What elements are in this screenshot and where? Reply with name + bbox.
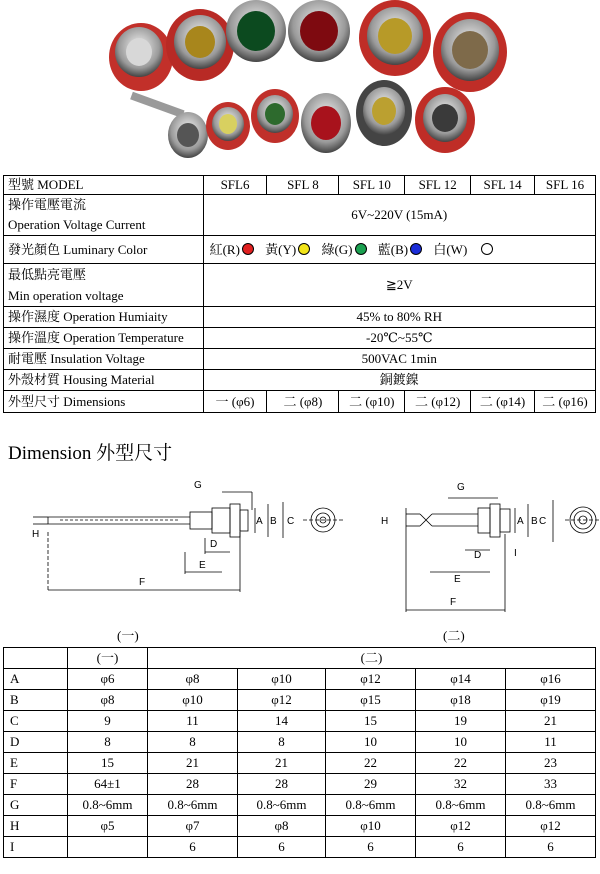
row-key: D [4,732,68,753]
dimension-value-cell: φ6 [68,669,148,690]
dimension-value-cell: 8 [68,732,148,753]
dimension-cell: 二 (φ8) [267,391,339,413]
figure-2-caption: (二) [443,628,465,643]
label-a: A [517,516,524,527]
blue-dot-icon [410,243,422,255]
dimension-value-cell: 15 [68,753,148,774]
voltage-value: 6V~220V (15mA) [203,195,595,236]
dimension-value-cell: 0.8~6mm [68,795,148,816]
color-green-label: 綠(G) [321,241,353,257]
model-sfl8: SFL 8 [267,176,339,195]
row-key: I [4,837,68,858]
model-sfl12: SFL 12 [405,176,471,195]
green-dot-icon [355,243,367,255]
label-b: B [531,516,538,527]
label-h: H [32,529,40,540]
table-row [4,732,596,753]
dimension-cell: 二 (φ14) [471,391,535,413]
dimension-value-cell: 10 [416,732,506,753]
dimension-drawing [0,472,600,644]
dimension-value-cell: 19 [416,711,506,732]
dimension-value-cell: φ12 [326,669,416,690]
label-g: G [194,480,202,491]
label-c: C [539,516,547,527]
dimension-value-cell: 64±1 [68,774,148,795]
row-key: B [4,690,68,711]
label-f: F [450,597,457,608]
dimension-value-cell: φ10 [148,690,238,711]
color-blue-label: 藍(B) [377,241,409,257]
table-row [4,795,596,816]
dimension-value-cell: 29 [326,774,416,795]
red-dot-icon [242,243,254,255]
row-key: E [4,753,68,774]
dimension-value-cell: 8 [238,732,326,753]
table-row [4,370,596,391]
table-row [4,711,596,732]
temp-label: 操作溫度 Operation Temperature [4,328,204,349]
row-key: G [4,795,68,816]
model-sfl14: SFL 14 [471,176,535,195]
dimension-value-cell: 6 [148,837,238,858]
dimension-value-cell: φ12 [506,816,596,837]
label-b: B [270,516,277,527]
dimension-value-cell: 6 [416,837,506,858]
housing-value: 銅鍍鎳 [203,370,595,391]
table-row [4,176,596,195]
dimension-value-cell: φ14 [416,669,506,690]
insulation-label: 耐電壓 Insulation Voltage [4,349,204,370]
table-row [4,669,596,690]
product-photo [0,0,600,172]
table-row [4,690,596,711]
dimension-value-cell: 0.8~6mm [326,795,416,816]
label-a: A [256,516,263,527]
dimension-value-cell: φ5 [68,816,148,837]
dimension-value-cell: 0.8~6mm [416,795,506,816]
dimension-value-cell: 28 [238,774,326,795]
dimension-value-cell: φ12 [238,690,326,711]
drawing-fig2 [406,498,600,612]
color-red-label: 紅(R) [209,241,240,257]
dimension-value-cell: φ7 [148,816,238,837]
dimension-table [3,647,596,858]
table-row [4,648,596,669]
dimension-cell: 二 (φ10) [339,391,405,413]
minop-label-zh: 最低點亮電壓 [8,266,87,282]
color-yellow-label: 黃(Y) [265,241,297,257]
table-row [4,195,596,236]
dimension-value-cell: φ8 [68,690,148,711]
dimension-value-cell: 6 [326,837,416,858]
label-i: I [514,548,517,559]
minop-label-en: Min operation voltage [8,287,124,303]
minop-value: ≧2V [203,264,595,307]
voltage-label-en: Operation Voltage Current [8,217,146,232]
color-label: 發光顏色 Luminary Color [4,236,204,264]
dimension-value-cell: 6 [506,837,596,858]
label-g: G [457,482,465,493]
yellow-dot-icon [298,243,310,255]
dimension-value-cell: 22 [416,753,506,774]
dimension-value-cell: 0.8~6mm [506,795,596,816]
row-key: C [4,711,68,732]
dimension-value-cell: 21 [148,753,238,774]
dimension-cell: 一 (φ6) [203,391,267,413]
model-sfl10: SFL 10 [339,176,405,195]
voltage-label-zh: 操作電壓電流 [8,197,87,212]
model-header: 型號 MODEL [4,176,204,195]
dimension-value-cell: 6 [238,837,326,858]
color-white-label: 白(W) [433,241,468,257]
housing-label: 外殼材質 Housing Material [4,370,204,391]
dimension-value-cell [68,837,148,858]
white-dot-icon [481,243,493,255]
voltage-label [4,195,204,236]
dimension-value-cell: 21 [238,753,326,774]
dimension-value-cell: 8 [148,732,238,753]
row-key: H [4,816,68,837]
dimension-cell: 二 (φ16) [535,391,596,413]
table-row [4,264,596,307]
dimension-value-cell: φ16 [506,669,596,690]
temp-value: -20℃~55℃ [203,328,595,349]
dimension-value-cell: φ8 [148,669,238,690]
dimension-value-cell: 22 [326,753,416,774]
humidity-value: 45% to 80% RH [203,307,595,328]
dimension-label: 外型尺寸 Dimensions [4,391,204,413]
dimension-value-cell: φ18 [416,690,506,711]
spec-table [3,175,596,413]
dimension-value-cell: 15 [326,711,416,732]
table-row [4,349,596,370]
drawing-fig1 [33,492,343,592]
dimension-value-cell: 0.8~6mm [148,795,238,816]
dimension-value-cell: 0.8~6mm [238,795,326,816]
label-d: D [210,539,218,550]
corner-cell [4,648,68,669]
dimension-value-cell: 33 [506,774,596,795]
table-row [4,837,596,858]
table-row [4,307,596,328]
dimension-value-cell: 10 [326,732,416,753]
dimension-value-cell: φ15 [326,690,416,711]
dimension-value-cell: φ8 [238,816,326,837]
label-d: D [474,550,482,561]
table-row [4,391,596,413]
table-row [4,328,596,349]
row-key: F [4,774,68,795]
row-key: A [4,669,68,690]
dimension-value-cell: φ19 [506,690,596,711]
insulation-value: 500VAC 1min [203,349,595,370]
figure-1-caption: (一) [117,628,139,643]
humidity-label: 操作濕度 Operation Humiaity [4,307,204,328]
dimension-value-cell: 14 [238,711,326,732]
dimension-value-cell: 32 [416,774,506,795]
indicator-lamp [109,0,507,158]
dimension-value-cell: 21 [506,711,596,732]
color-list [203,236,595,264]
table-row [4,236,596,264]
dimension-value-cell: 9 [68,711,148,732]
column-header-1: (一) [68,648,148,669]
dimension-value-cell: φ12 [416,816,506,837]
label-e: E [199,560,206,571]
table-row [4,753,596,774]
dimension-value-cell: 11 [506,732,596,753]
dimension-value-cell: 28 [148,774,238,795]
table-row [4,774,596,795]
dimension-value-cell: φ10 [238,669,326,690]
model-sfl6: SFL6 [203,176,267,195]
column-header-2: (二) [148,648,596,669]
dimension-value-cell: φ10 [326,816,416,837]
dimension-value-cell: 23 [506,753,596,774]
dimension-cell: 二 (φ12) [405,391,471,413]
table-row [4,816,596,837]
label-f: F [139,577,146,588]
dimension-title: Dimension 外型尺寸 [8,443,173,464]
label-c: C [287,516,295,527]
label-h: H [381,516,389,527]
label-e: E [454,574,461,585]
dimension-value-cell: 11 [148,711,238,732]
minop-label [4,264,204,307]
model-sfl16: SFL 16 [535,176,596,195]
